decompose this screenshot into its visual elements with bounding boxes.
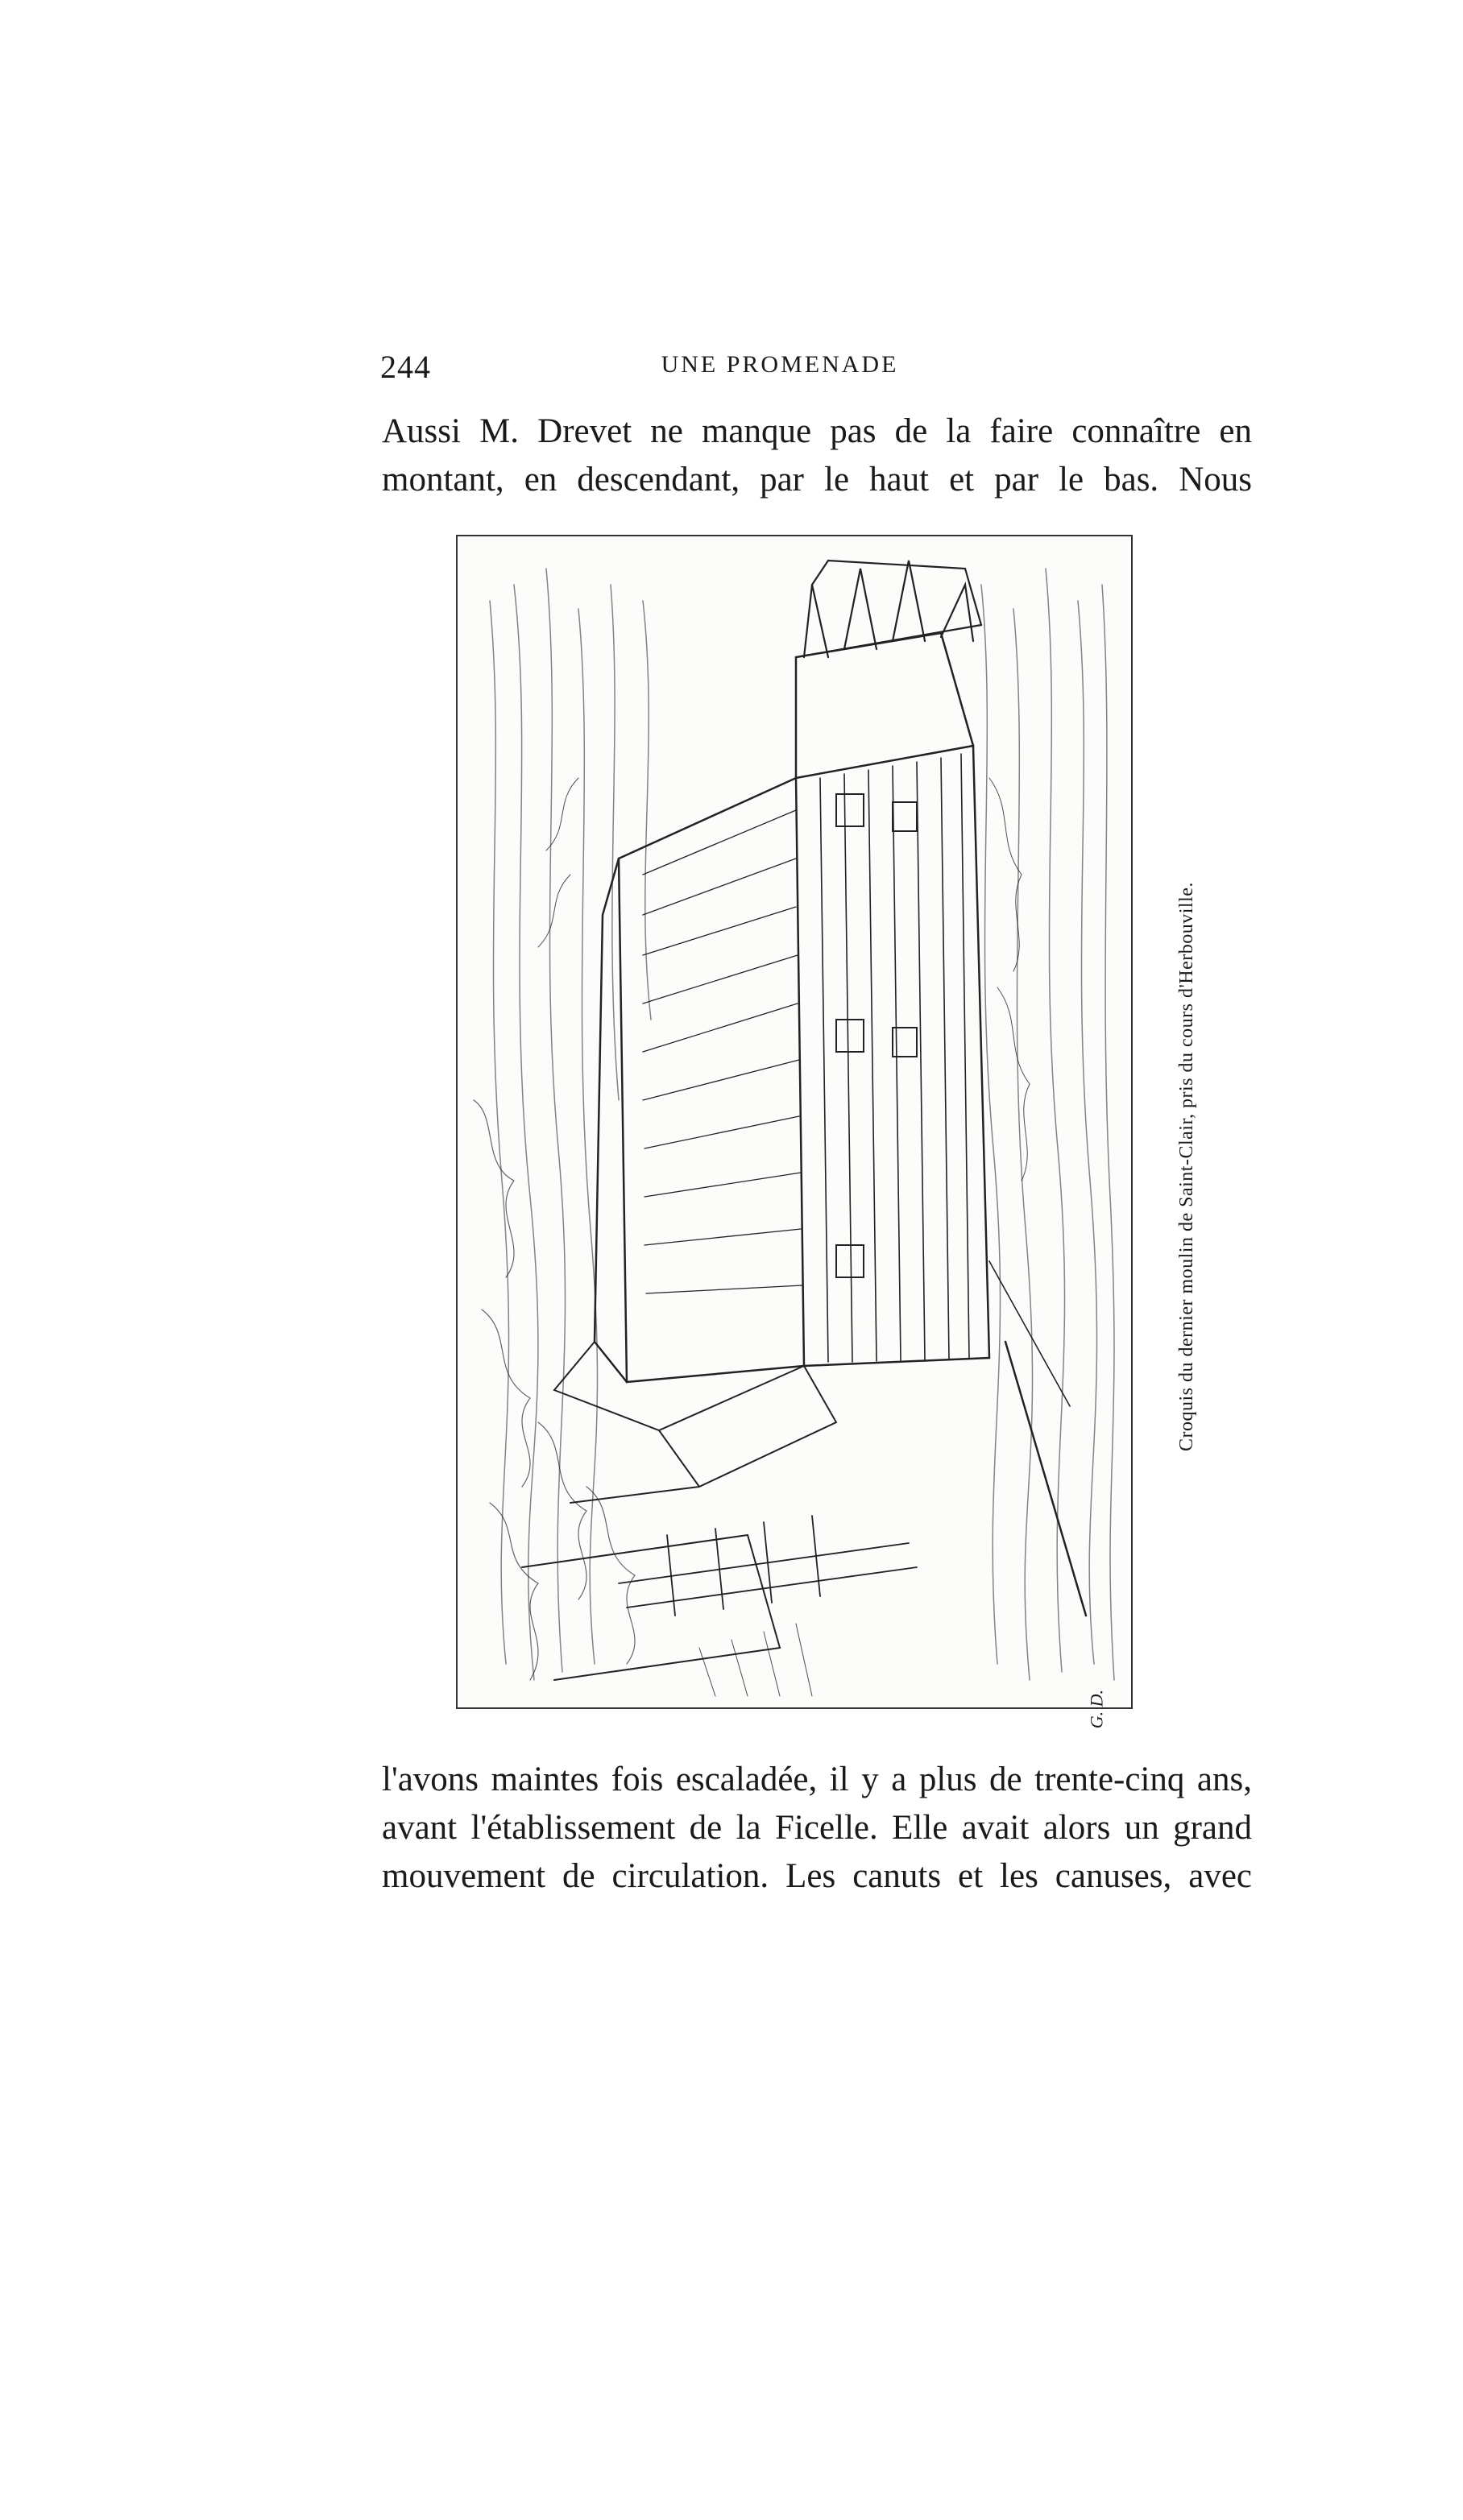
artist-signature: G. D.: [1086, 1690, 1106, 1729]
illustration-frame: [456, 535, 1133, 1729]
page-number: 244: [380, 349, 431, 385]
text-line: Aussi M. Drevet ne manque pas de la faire connaître en: [382, 412, 1252, 450]
text-line: montant, en descendant, par le haut et par le bas. Nous: [382, 461, 1252, 499]
text-line: mouvement de circulation. Les canuts et les canuses, avec: [382, 1857, 1252, 1895]
running-head: UNE PROMENADE: [661, 351, 899, 378]
bottom-paragraph: [382, 1756, 1252, 1901]
top-paragraph: [382, 408, 1252, 504]
text-line: avant l'établissement de la Ficelle. Elle avait alors un grand: [382, 1809, 1252, 1847]
figure-caption: Croquis du dernier moulin de Saint-Clair, pris du cours d'Herbouville.: [1176, 882, 1197, 1451]
text-line: l'avons maintes fois escaladée, il y a plus de trente-cinq ans,: [382, 1761, 1252, 1798]
mill-sketch: [458, 536, 1131, 1707]
